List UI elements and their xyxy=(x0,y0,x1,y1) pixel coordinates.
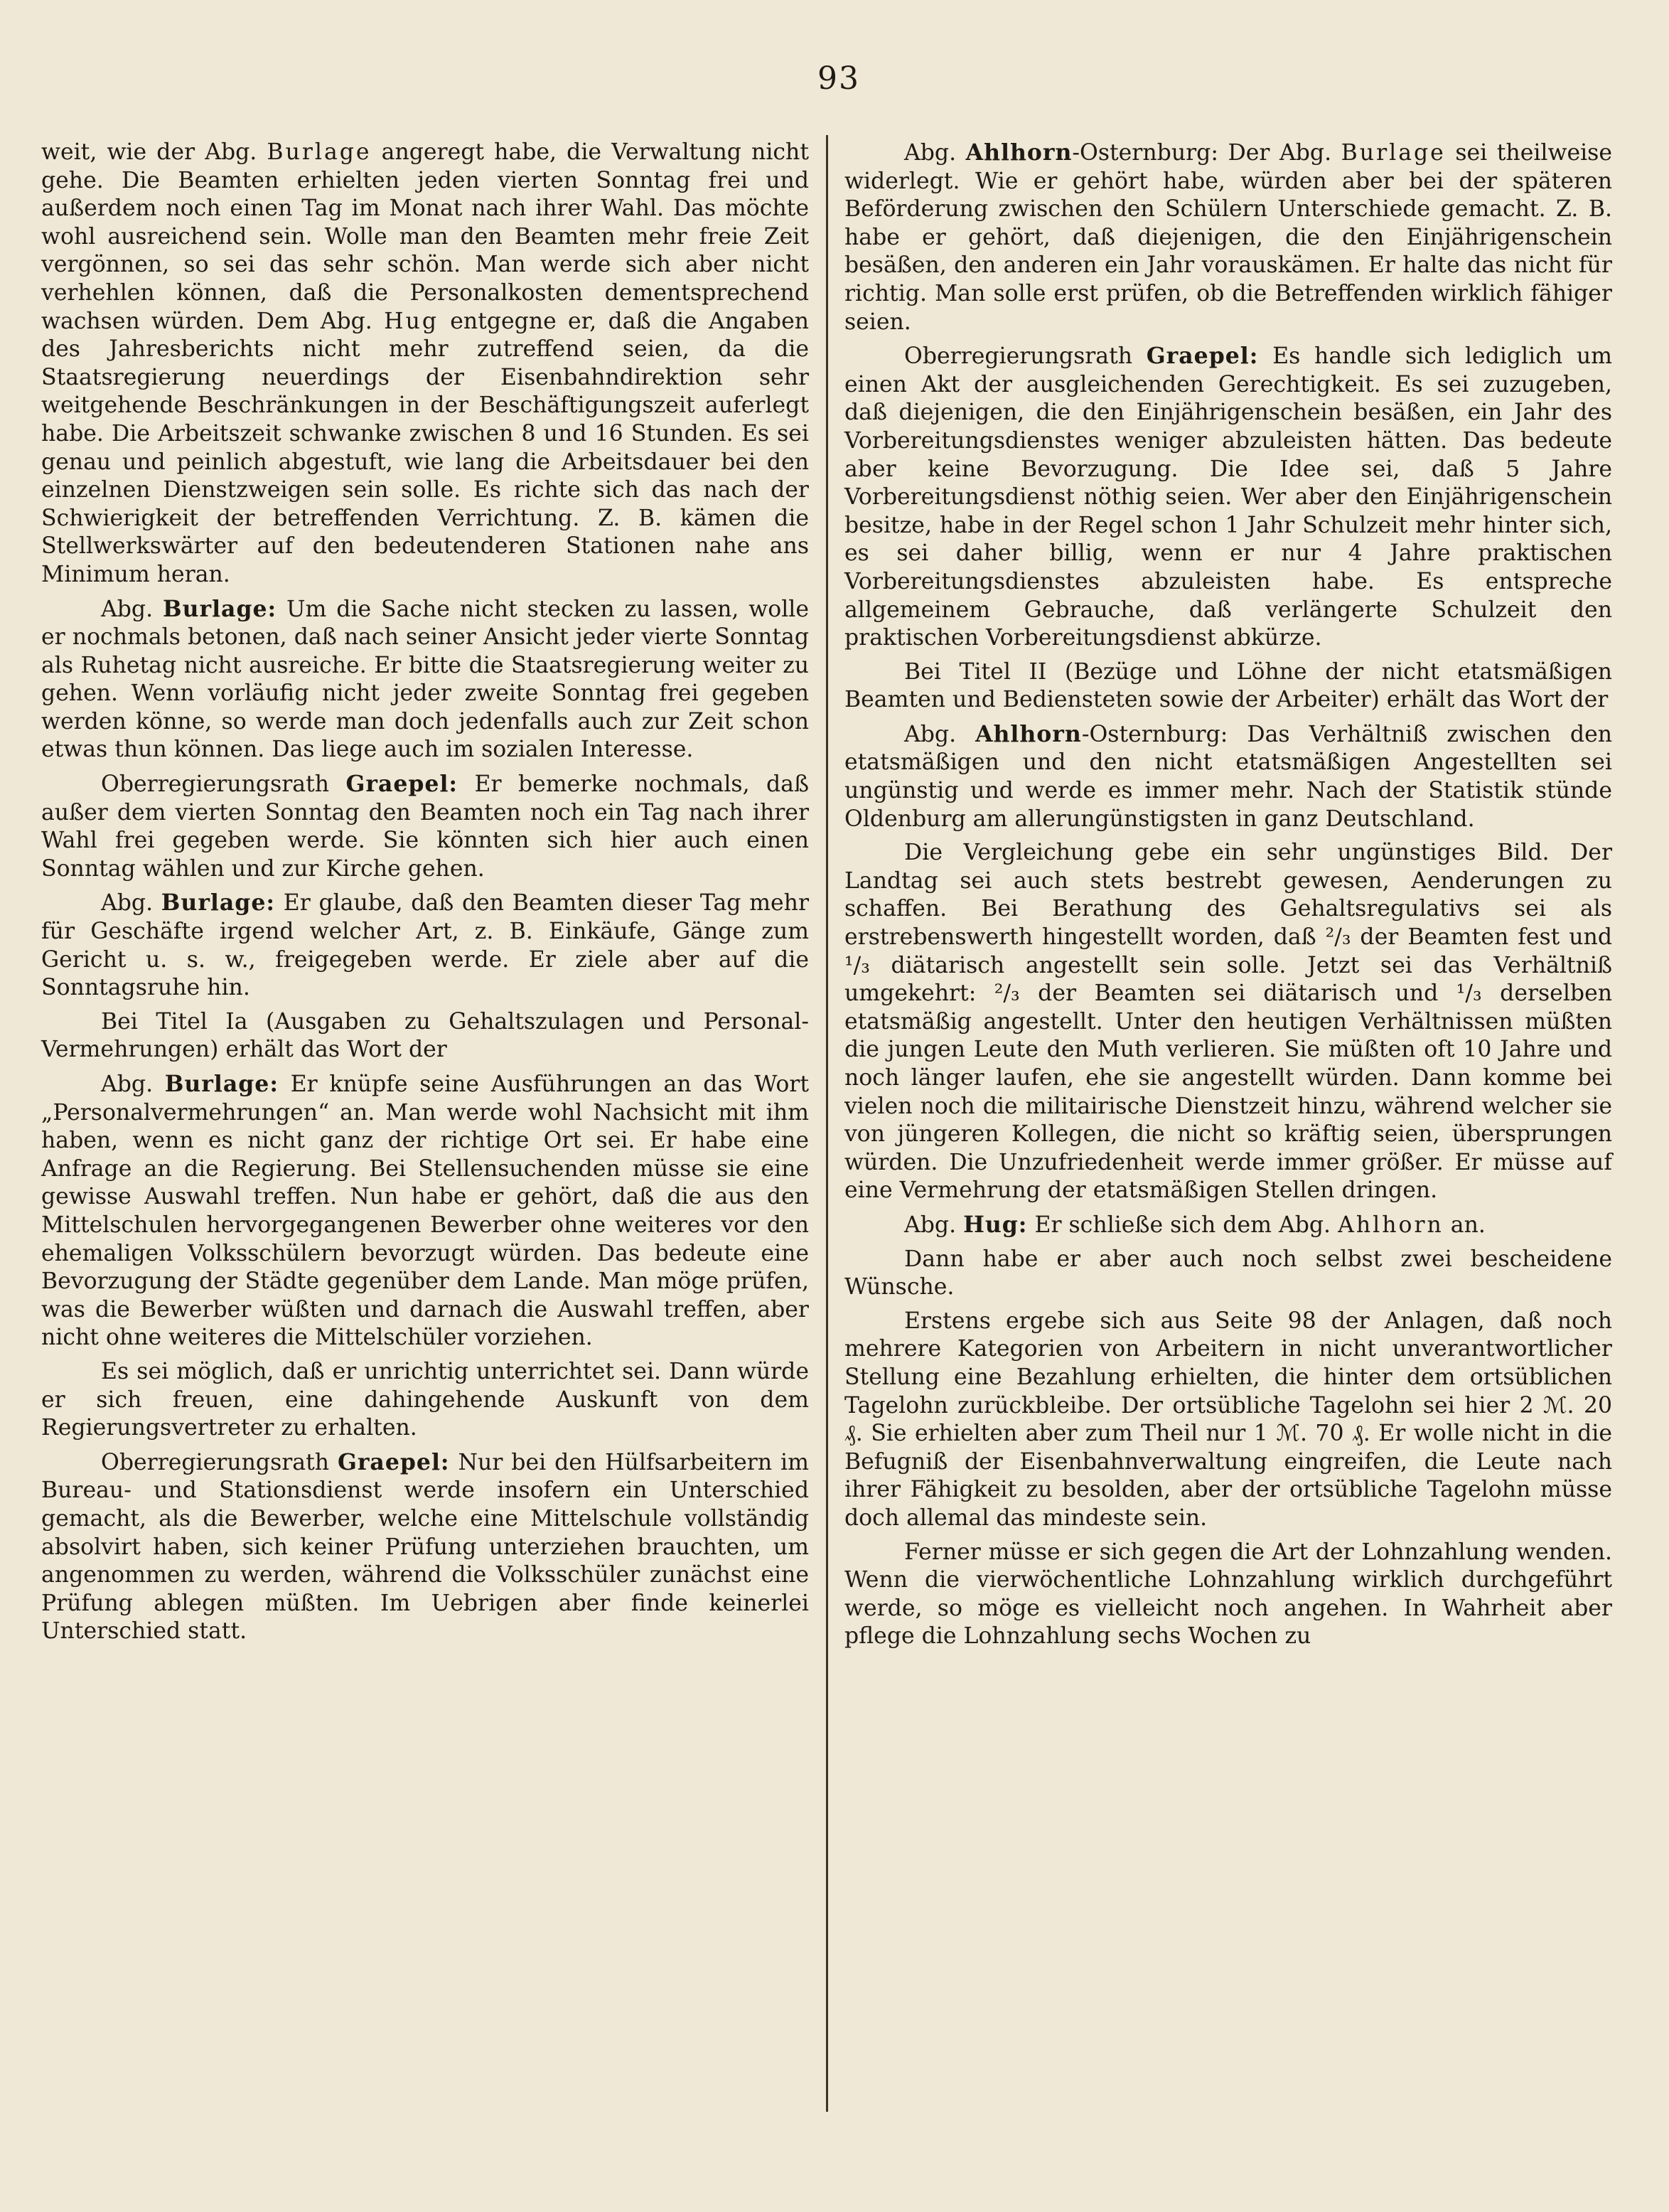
left-column xyxy=(41,139,809,1652)
paragraph-text: Ferner müsse er sich gegen die Art der Lohnzahlung wenden. Wenn die vierwöchentliche Lohnzahlung wirklich durchgeführt werde, so möge es vielleicht noch angehen. In Wahrheit aber pflege die Lohnzahlung sechs Wochen zu xyxy=(844,1539,1612,1650)
speaker-name: Ahlhorn xyxy=(975,720,1082,747)
paragraph-text: Abg. xyxy=(101,596,163,622)
paragraph-text: Abg. xyxy=(904,140,966,166)
paragraph-text: -Osternburg: Der Abg. xyxy=(1072,140,1341,166)
paragraph xyxy=(41,889,809,1002)
paragraph-text: Er glaube, daß den Beamten dieser Tag mehr für Geschäfte irgend welcher Art, z. B. Einkäufe, Gänge zum Gericht u. s. w., freigegeben werde. Er ziele aber auf die Sonntagsruhe hin. xyxy=(41,890,809,1001)
paragraph-text: Oberregierungsrath xyxy=(904,343,1147,370)
paragraph xyxy=(844,139,1612,336)
speaker-name: Graepel: xyxy=(337,1448,450,1475)
page-number: 93 xyxy=(817,60,860,97)
paragraph xyxy=(41,1448,809,1646)
paragraph-text: Bei Titel II (Bezüge und Löhne der nicht etatsmäßigen Beamten und Bediensteten sowie der Arbeiter) erhält das Wort der xyxy=(844,658,1612,713)
paragraph-text: Bei Titel Ia (Ausgaben zu Gehaltszulagen und Personal-Vermehrungen) erhält das Wort der xyxy=(41,1008,809,1063)
paragraph xyxy=(844,1539,1612,1651)
paragraph-text: sei theilweise widerlegt. Wie er gehört habe, würden aber bei der späteren Beförderung zwischen den Schülern Unterschiede gemacht. Z. B. habe er gehört, daß diejenigen, die den Einjährigenschein besäßen, den anderen ein Jahr vorauskämen. Er halte das nicht für richtig. Man solle erst prüfen, ob die Betreffenden wirklich fähiger seien. xyxy=(844,140,1612,335)
paragraph xyxy=(844,720,1612,833)
paragraph-text: entgegne er, daß die Angaben des Jahresberichts nicht mehr zutreffend seien, da die Staatsregierung neuerdings der Eisenbahndirektion sehr weitgehende Beschränkungen in der Beschäftigungszeit auferlegt habe. Die Arbeitszeit schwanke zwischen 8 und 16 Stunden. Es sei genau und peinlich abgestuft, wie lang die Arbeitsdauer bei den einzelnen Dienstzweigen sein solle. Es richte sich das nach der Schwierigkeit der betreffenden Verrichtung. Z. B. kämen die Stellwerkswärter auf den bedeutenderen Stationen nahe ans Minimum heran. xyxy=(41,308,809,587)
paragraph-text: Es sei möglich, daß er unrichtig unterrichtet sei. Dann würde er sich freuen, eine dahingehende Auskunft von dem Regierungsvertreter zu erhalten. xyxy=(41,1358,809,1441)
speaker-name: Burlage: xyxy=(164,1071,279,1097)
paragraph-text: Er knüpfe seine Ausführungen an das Wort „Personalvermehrungen“ an. Man werde wohl Nachsicht mit ihm haben, wenn es nicht ganz der richtige Ort sei. Er habe eine Anfrage an die Regierung. Bei Stellensuchenden müsse sie eine gewisse Auswahl treffen. Nun habe er gehört, daß die aus den Mittelschulen hervorgegangenen Bewerber ohne weiteres vor den ehemaligen Volksschülern bevorzugt würden. Das bedeute eine Bevorzugung der Städte gegenüber dem Lande. Man möge prüfen, was die Bewerber wüßten und darnach die Auswahl treffen, aber nicht ohne weiteres die Mittelschüler vorziehen. xyxy=(41,1072,809,1351)
spaced-name: Hug xyxy=(384,308,439,334)
speaker-name: Burlage: xyxy=(162,595,277,622)
speaker-name: Graepel: xyxy=(1146,343,1259,370)
paragraph-text: Er bemerke nochmals, daß außer dem vierten Sonntag den Beamten noch ein Tag nach ihrer Wahl frei gegeben werde. Sie könnten sich hier auch einen Sonntag wählen und zur Kirche gehen. xyxy=(41,771,810,882)
paragraph xyxy=(844,839,1612,1205)
paragraph-text: Oberregierungsrath xyxy=(101,771,346,798)
spaced-name: Burlage xyxy=(1341,140,1446,166)
speaker-name: Hug: xyxy=(963,1211,1028,1238)
spaced-name: Ahlhorn xyxy=(1338,1212,1444,1238)
paragraph xyxy=(41,1008,809,1064)
paragraph xyxy=(844,342,1612,653)
paragraph xyxy=(844,658,1612,715)
paragraph-text: Abg. xyxy=(101,890,161,917)
paragraph xyxy=(41,139,809,589)
paragraph xyxy=(41,1070,809,1352)
paragraph-text: weit, wie der Abg. xyxy=(41,139,267,165)
speaker-name: Burlage: xyxy=(161,889,275,917)
paragraph-text: Oberregierungsrath xyxy=(101,1449,338,1475)
paragraph xyxy=(41,1358,809,1443)
paragraph xyxy=(41,770,809,883)
speaker-name: Ahlhorn xyxy=(965,139,1073,166)
paragraph-text: Um die Sache nicht stecken zu lassen, wolle er nochmals betonen, daß nach seiner Ansicht jeder vierte Sonntag als Ruhetag nicht ausreiche. Er bitte die Staatsregierung weiter zu gehen. Wenn vorläufig nicht jeder zweite Sonntag frei gegeben werden könne, so werde man doch jedenfalls auch zur Zeit schon etwas thun können. Das liege auch im sozialen Interesse. xyxy=(41,596,809,763)
paragraph-text: Erstens ergebe sich aus Seite 98 der Anlagen, daß noch mehrere Kategorien von Arbeitern in nicht unverantwortlicher Stellung eine Bezahlung erhielten, die hinter dem ortsüblichen Tagelohn zurückbleibe. Der ortsübliche Tagelohn sei hier 2 ℳ. 20 ₰. Sie erhielten aber zum Theil nur 1 ℳ. 70 ₰. Er wolle nicht in die Befugniß der Eisenbahnverwaltung eingreifen, die Leute nach ihrer Fähigkeit zu besolden, aber der ortsübliche Tagelohn müsse doch allemal das mindeste sein. xyxy=(844,1308,1612,1531)
right-column xyxy=(844,139,1612,1657)
paragraph xyxy=(844,1308,1612,1533)
speaker-name: Graepel: xyxy=(345,771,458,798)
paragraph-text: -Osternburg: Das Verhältniß zwischen den etatsmäßigen und den nicht etatsmäßigen Angestellten sei ungünstig und werde es immer mehr. Nach der Statistik stünde Oldenburg am allerungünstigsten in ganz Deutschland. xyxy=(844,721,1613,832)
paragraph-text: angeregt habe, die Verwaltung nicht gehe. Die Beamten erhielten jeden vierten Sonntag frei und außerdem noch einen Tag im Monat nach ihrer Wahl. Das möchte wohl ausreichend sein. Wolle man den Beamten mehr freie Zeit vergönnen, so sei das sehr schön. Man werde sich aber nicht verhehlen können, daß die Personalkosten dementsprechend wachsen würden. Dem Abg. xyxy=(41,139,809,334)
paragraph xyxy=(41,595,809,765)
paragraph-text: Abg. xyxy=(904,721,976,747)
paragraph-text: Nur bei den Hülfsarbeitern im Bureau- und Stationsdienst werde insofern ein Unterschied gemacht, als die Bewerber, welche eine Mittelschule vollständig absolvirt haben, sich keiner Prüfung unterziehen brauchten, um angenommen zu werden, während die Volksschüler zunächst eine Prüfung ablegen müßten. Im Uebrigen aber finde keinerlei Unterschied statt. xyxy=(41,1449,809,1645)
paragraph-text: Abg. xyxy=(904,1212,964,1238)
spaced-name: Burlage xyxy=(267,139,372,165)
column-divider xyxy=(826,135,828,2112)
paragraph xyxy=(844,1211,1612,1240)
paragraph xyxy=(844,1246,1612,1302)
paragraph-text: Er schließe sich dem Abg. xyxy=(1027,1212,1338,1238)
paragraph-text: Es handle sich lediglich um einen Akt der ausgleichenden Gerechtigkeit. Es sei zuzugeben, daß diejenigen, die den Einjährigenschein besäßen, ein Jahr des Vorbereitungsdienstes weniger abzuleisten hätten. Das bedeute aber keine Bevorzugung. Die Idee sei, daß 5 Jahre Vorbereitungsdienst nöthig seien. Wer aber den Einjährigenschein besitze, habe in der Regel schon 1 Jahr Schulzeit mehr hinter sich, es sei daher billig, wenn er nur 4 Jahre praktischen Vorbereitungsdienstes abzuleisten habe. Es entspreche allgemeinem Gebrauche, daß verlängerte Schulzeit den praktischen Vorbereitungsdienst abkürze. xyxy=(844,343,1613,651)
paragraph-text: Dann habe er aber auch noch selbst zwei bescheidene Wünsche. xyxy=(844,1246,1612,1300)
paragraph-text: Die Vergleichung gebe ein sehr ungünstiges Bild. Der Landtag sei auch stets bestrebt gewesen, Aenderungen zu schaffen. Bei Berathung des Gehaltsregulativs sei als erstrebenswerth hingestellt worden, daß ²/₃ der Beamten fest und ¹/₃ diätarisch angestellt sein solle. Jetzt sei das Verhältniß umgekehrt: ²/₃ der Beamten sei diätarisch und ¹/₃ derselben etatsmäßig angestellt. Unter den heutigen Verhältnissen müßten die jungen Leute den Muth verlieren. Sie müßten oft 10 Jahre und noch länger laufen, ehe sie angestellt würden. Dann komme bei vielen noch die militairische Dienstzeit hinzu, während welcher sie von jüngeren Kollegen, die nicht so kräftig seien, übersprungen würden. Die Unzufriedenheit werde immer größer. Er müsse auf eine Vermehrung der etatsmäßigen Stellen dringen. xyxy=(844,840,1612,1204)
paragraph-text: Abg. xyxy=(101,1072,165,1097)
paragraph-text: an. xyxy=(1443,1212,1486,1238)
